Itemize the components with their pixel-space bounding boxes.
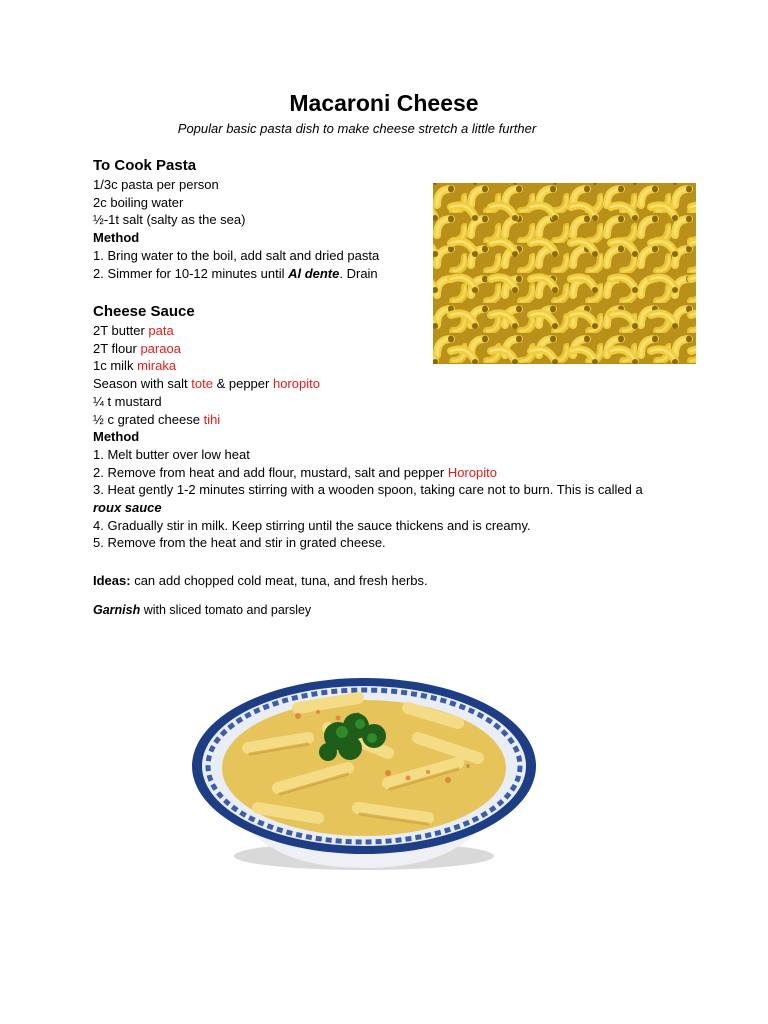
ingredient-text: Season with salt <box>93 376 192 392</box>
al-dente-text: Al dente <box>288 265 340 281</box>
step-text: 2. Simmer for 10-12 minutes until <box>93 265 289 281</box>
sauce-method-heading: Method <box>93 429 140 445</box>
pasta-method-heading: Method <box>93 230 140 246</box>
pasta-heading: To Cook Pasta <box>93 157 197 174</box>
ideas-text: can add chopped cold meat, tuna, and fresh herbs. <box>130 573 428 588</box>
sauce-step: 4. Gradually stir in milk. Keep stirring until the sauce thickens and is creamy. <box>93 517 531 533</box>
ingredient-text: & pepper <box>212 376 273 392</box>
maori-word: horopito <box>272 376 320 392</box>
macaroni-cheese-bowl-photo <box>188 668 540 874</box>
sauce-ingredient: ¼ t mustard <box>93 393 162 409</box>
sauce-heading: Cheese Sauce <box>93 303 195 320</box>
maori-word: Horopito <box>447 464 497 480</box>
pasta-ingredient: 2c boiling water <box>93 194 184 210</box>
maori-word: tote <box>191 376 213 392</box>
maori-word: paraoa <box>140 340 181 356</box>
step-text: 2. Remove from heat and add flour, mustard, salt and pepper <box>93 464 448 480</box>
garnish-label: Garnish <box>93 603 141 617</box>
macaroni-photo <box>433 183 696 364</box>
pasta-step: 1. Bring water to the boil, add salt and dried pasta <box>93 247 380 263</box>
sauce-step: 5. Remove from the heat and stir in grated cheese. <box>93 535 386 551</box>
garnish-line <box>93 602 311 618</box>
page-subtitle: Popular basic pasta dish to make cheese stretch a little further <box>177 121 537 136</box>
ideas-line <box>93 572 428 589</box>
sauce-step: 1. Melt butter over low heat <box>93 446 250 462</box>
bowl-illustration <box>188 668 540 874</box>
garnish-text: with sliced tomato and parsley <box>140 603 312 617</box>
maori-word: pata <box>148 323 174 338</box>
maori-word: tihi <box>203 411 221 427</box>
sauce-step <box>93 464 693 482</box>
sauce-ingredient <box>93 375 693 393</box>
ingredient-text: ½ c grated cheese <box>93 411 204 427</box>
step-text: . Drain <box>339 265 378 281</box>
step-text: 3. Heat gently 1-2 minutes stirring with a wooden spoon, taking care not to burn. This is called a <box>93 482 643 498</box>
sauce-step <box>93 481 658 516</box>
page-title: Macaroni Cheese <box>289 90 479 116</box>
macaroni-illustration <box>433 183 696 364</box>
ingredient-text: 2T butter <box>93 323 149 338</box>
maori-word: miraka <box>137 358 177 374</box>
sauce-ingredient <box>93 411 693 429</box>
ingredient-text: 2T flour <box>93 340 141 356</box>
pasta-ingredient: 1/3c pasta per person <box>93 177 219 192</box>
pasta-ingredient: ½-1t salt (salty as the sea) <box>93 212 246 228</box>
ideas-label: Ideas: <box>93 573 131 588</box>
roux-sauce-text: roux sauce <box>93 500 162 516</box>
ingredient-text: 1c milk <box>93 358 138 374</box>
